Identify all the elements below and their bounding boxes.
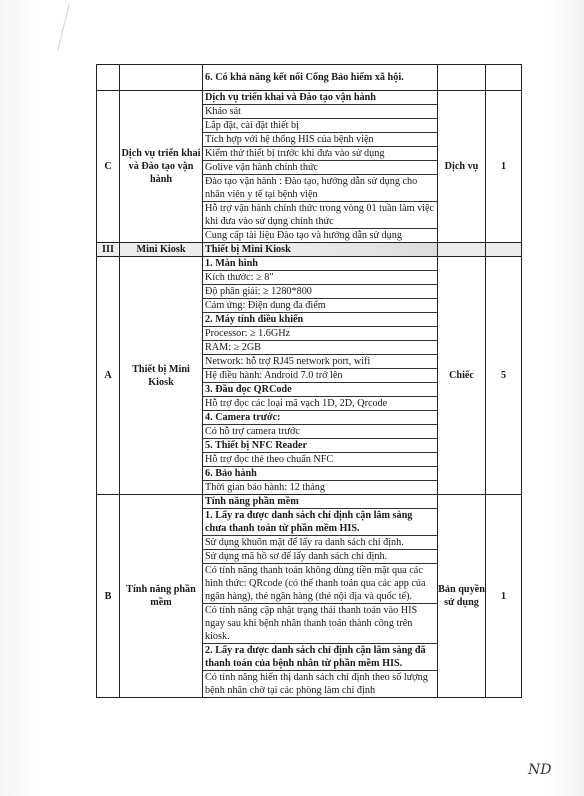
spec-line: Hệ điều hành: Android 7.0 trở lên <box>203 369 437 383</box>
row-unit: Chiếc <box>438 257 486 495</box>
row-name: Tính năng phần mềm <box>120 495 203 698</box>
spec-line: 2. Lấy ra được danh sách chỉ định cận lâm sàng đã thanh toán của bệnh nhân từ phần mềm HIS. <box>203 644 437 671</box>
spec-line: Kiểm thử thiết bị trước khi đưa vào sử dụng <box>203 147 437 161</box>
spec-line: Khảo sát <box>203 105 437 119</box>
table-row <box>97 257 522 495</box>
section-code: III <box>97 243 120 257</box>
spec-line: Độ phân giải: ≥ 1280*800 <box>203 285 437 299</box>
row-code: C <box>97 91 120 243</box>
spec-line: Có hỗ trợ camera trước <box>203 425 437 439</box>
row-qty: 1 <box>486 91 522 243</box>
spec-line: Sử dụng khuôn mặt để lấy ra danh sách chỉ định. <box>203 536 437 550</box>
spec-line: Có tính năng thanh toán không dùng tiền mặt qua các hình thức: QRcode (có thể thanh toán qua các app của ngân hàng), thẻ ngân hàng (thẻ nội địa và quốc tế). <box>203 564 437 604</box>
spec-line: 1. Lấy ra được danh sách chỉ định cận lâm sàng chưa thanh toán từ phần mềm HIS. <box>203 509 437 536</box>
spec-line: Cảm ứng: Điện dung đa điểm <box>203 299 437 313</box>
table-row <box>97 65 522 91</box>
spec-line: Có tính năng hiển thị danh sách chỉ định theo số lượng bệnh nhân chờ tại các phòng làm chỉ định <box>205 672 428 696</box>
initials-signature: ND <box>528 762 552 778</box>
spec-line: Processor: ≥ 1.6GHz <box>203 327 437 341</box>
section-title: Thiết bị Mini Kiosk <box>205 244 291 255</box>
row-unit: Dịch vụ <box>438 91 486 243</box>
table-row <box>97 91 522 243</box>
table-row <box>97 495 522 698</box>
spec-line: RAM: ≥ 2GB <box>203 341 437 355</box>
spec-line: 6. Có khả năng kết nối Cổng Bảo hiểm xã hội. <box>205 72 404 83</box>
spec-line: Hỗ trợ đọc thẻ theo chuẩn NFC <box>203 453 437 467</box>
spec-line: Có tính năng cập nhật trạng thái thanh toán vào HIS ngay sau khi bệnh nhân thanh toán thành công trên kiosk. <box>203 604 437 644</box>
spec-line: Network: hỗ trợ RJ45 network port, wifi <box>203 355 437 369</box>
spec-line: Dịch vụ triển khai và Đào tạo vận hành <box>203 91 437 105</box>
spec-line: Lắp đặt, cài đặt thiết bị <box>203 119 437 133</box>
spec-line: Tích hợp với hệ thống HIS của bệnh viện <box>203 133 437 147</box>
row-code: A <box>97 257 120 495</box>
spec-line: Tính năng phần mềm <box>203 495 437 509</box>
spec-line: Golive vận hành chính thức <box>203 161 437 175</box>
spec-line: Thời gian bảo hành: 12 tháng <box>205 482 325 493</box>
row-name: Thiết bị Mini Kiosk <box>120 257 203 495</box>
row-code: B <box>97 495 120 698</box>
spec-table <box>96 64 522 698</box>
row-name: Dịch vụ triển khai và Đào tạo vận hành <box>120 91 203 243</box>
spec-line: 2. Máy tính điều khiển <box>203 313 437 327</box>
section-name: Mini Kiosk <box>120 243 203 257</box>
scan-artifact <box>57 4 85 50</box>
spec-line: 5. Thiết bị NFC Reader <box>203 439 437 453</box>
spec-line: 6. Bảo hành <box>203 467 437 481</box>
spec-cell <box>203 495 438 698</box>
spec-line: Cung cấp tài liệu Đào tạo và hướng dẫn sử dụng <box>205 230 402 241</box>
row-qty: 1 <box>486 495 522 698</box>
spec-line: Hỗ trợ vận hành chính thức trong vòng 01 tuần làm việc khi đưa vào sử dụng chính thức <box>203 202 437 229</box>
spec-line: 4. Camera trước: <box>203 411 437 425</box>
spec-line: Kích thước: ≥ 8" <box>203 271 437 285</box>
spec-line: Đào tạo vận hành : Đào tạo, hướng dẫn sử dụng cho nhân viên y tế tại bệnh viện <box>203 175 437 202</box>
spec-line: 3. Đầu đọc QRCode <box>203 383 437 397</box>
section-row <box>97 243 522 257</box>
spec-cell <box>203 257 438 495</box>
spec-line: 1. Màn hình <box>203 257 437 271</box>
spec-line: Sử dụng mã hồ sơ để lấy danh sách chỉ định. <box>203 550 437 564</box>
row-unit: Bản quyền sử dụng <box>438 495 486 698</box>
spec-cell <box>203 91 438 243</box>
spec-line: Hỗ trợ đọc các loại mã vạch 1D, 2D, Qrcode <box>203 397 437 411</box>
row-qty: 5 <box>486 257 522 495</box>
